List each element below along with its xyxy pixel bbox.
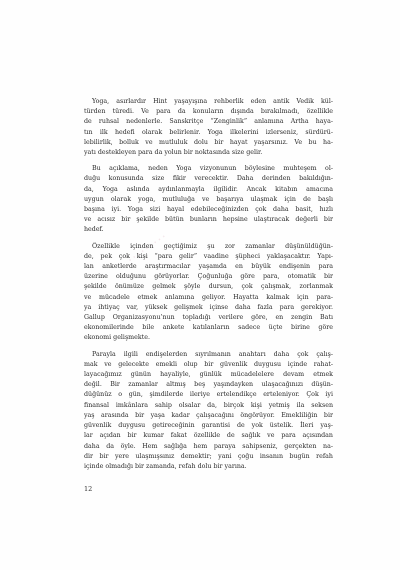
text-line: ya ihtiyaç var, yüksek gelişmek içinse daha fazla para gerekiyor. [84, 303, 333, 311]
text-line: Bu açıklama, neden Yoga vizyonunun böylesine muhteşem ol- [92, 165, 333, 173]
text-line: Gallup Organizasyonu’nun topladığı verilere göre, en zengin Batı [84, 314, 333, 322]
text-line: lebilirlik, bolluk ve mutluluk dolu bir hayat yaşarsınız. Ve bu ha- [84, 138, 333, 146]
text-line: Yoga, asırlardır Hint yaşayışına rehberlik eden antik Vedik kül- [92, 98, 333, 105]
text-line: şekilde önümüze gelmek şöyle dursun, çok çalışmak, zorlanmak [84, 283, 333, 291]
text-line: türden türedi. Ve para da konuların dışında bırakılmadı, özellikle [84, 108, 333, 116]
text-line: layacağımız günün hayaliyle, günlük mücadelelere devam etmek [84, 371, 333, 379]
text-line: içinde olmadığı bir zamanda, refah dolu bir yarına. [84, 462, 247, 470]
text-line: de ruhsal nedenlerle. Sanskritçe “Zenginlik” anlamına Artha haya- [84, 118, 333, 126]
text-line: ve acısız bir şekilde bütün bunların hepsine ulaştıracak değerli bir [84, 216, 333, 224]
paragraph [84, 242, 333, 344]
text-line: yaş arasında bir yaşa kadar çalışacağını öngörüyor. Emekliliğin bir [84, 411, 333, 419]
paragraph [84, 350, 333, 472]
text-line: lar açıdan bir kumar fakat özellikle de sağlık ve para açısından [84, 432, 333, 440]
text-line: ekonomilerinde bile ankete katılanların sadece üçte birine göre [84, 324, 333, 332]
paragraph [84, 97, 333, 158]
text-line: da, Yoga aslında aydınlanmayla ilgilidir. Ancak kitabın amacına [84, 185, 333, 193]
watermark: ......... [122, 226, 169, 266]
text-line: hedef. [84, 226, 104, 234]
text-line: mak ve gelecekte emekli olup bir güvenlik duygusu içinde rahat- [84, 360, 333, 368]
text-line: de, pek çok kişi “para gelir” vaadine şüpheci yaklaşacaktır. Yapı- [84, 252, 333, 260]
text-line: başına iyi. Yoga sizi hayal edebileceğinizden çok daha basit, hızlı [84, 206, 333, 214]
text-line: ve mücadele etmek anlamına geliyor. Hayatta kalmak için para- [84, 293, 333, 301]
page-number: 12 [84, 485, 93, 493]
text-line: duğu konusunda size fikir verecektir. Daha derinden bakıldığın- [84, 175, 333, 183]
text-line: dir bir yere ulaşmışsınız demektir; yani çoğu insanın bugün refah [84, 452, 333, 460]
text-line: daha da öyle. Hem sağlığa hem paraya sahipseniz, gerçekten na- [84, 442, 333, 450]
text-line: düğünüz o gün, şimdilerde ileriye ertelendikçe erteleniyor. Çok iyi [84, 391, 333, 399]
paragraph [84, 164, 333, 235]
text-line: ekonomi gelişmekte. [84, 334, 150, 342]
text-line: Özellikle içinden geçtiğimiz şu zor zamanlar düşünüldüğün- [92, 242, 333, 250]
text-line: Parayla ilgili endişelerden sıyrılmanın anahtarı daha çok çalış- [92, 350, 333, 358]
text-line: değil. Bir zamanlar altmış beş yaşındayken ulaşacağınızı düşün- [84, 381, 333, 389]
text-line: lan anketlerde araştırmacılar yaşamda en büyük endişenin para [84, 263, 333, 271]
body-text [84, 97, 333, 478]
text-line: üzerine olduğunu görüyorlar. Çoğunluğa göre para, otomatik bir [84, 273, 333, 281]
text-line: uygun olarak yoga, mutluluğa ve başarıya ulaşmak için de başlı [84, 195, 333, 203]
text-line: güvenlik duygusu getireceğinin garantisi de yok üstelik. İleri yaş- [84, 422, 333, 430]
text-line: yatı destekleyen para da yolun bir noktasında size gelir. [84, 149, 263, 157]
text-line: finansal imkânlara sahip olsalar da, birçok kişi yetmiş ila seksen [84, 401, 333, 409]
text-line: tın ilk hedefi olarak belirlenir. Yoga ilkelerini izlerseniz, sürdürü- [84, 128, 333, 136]
